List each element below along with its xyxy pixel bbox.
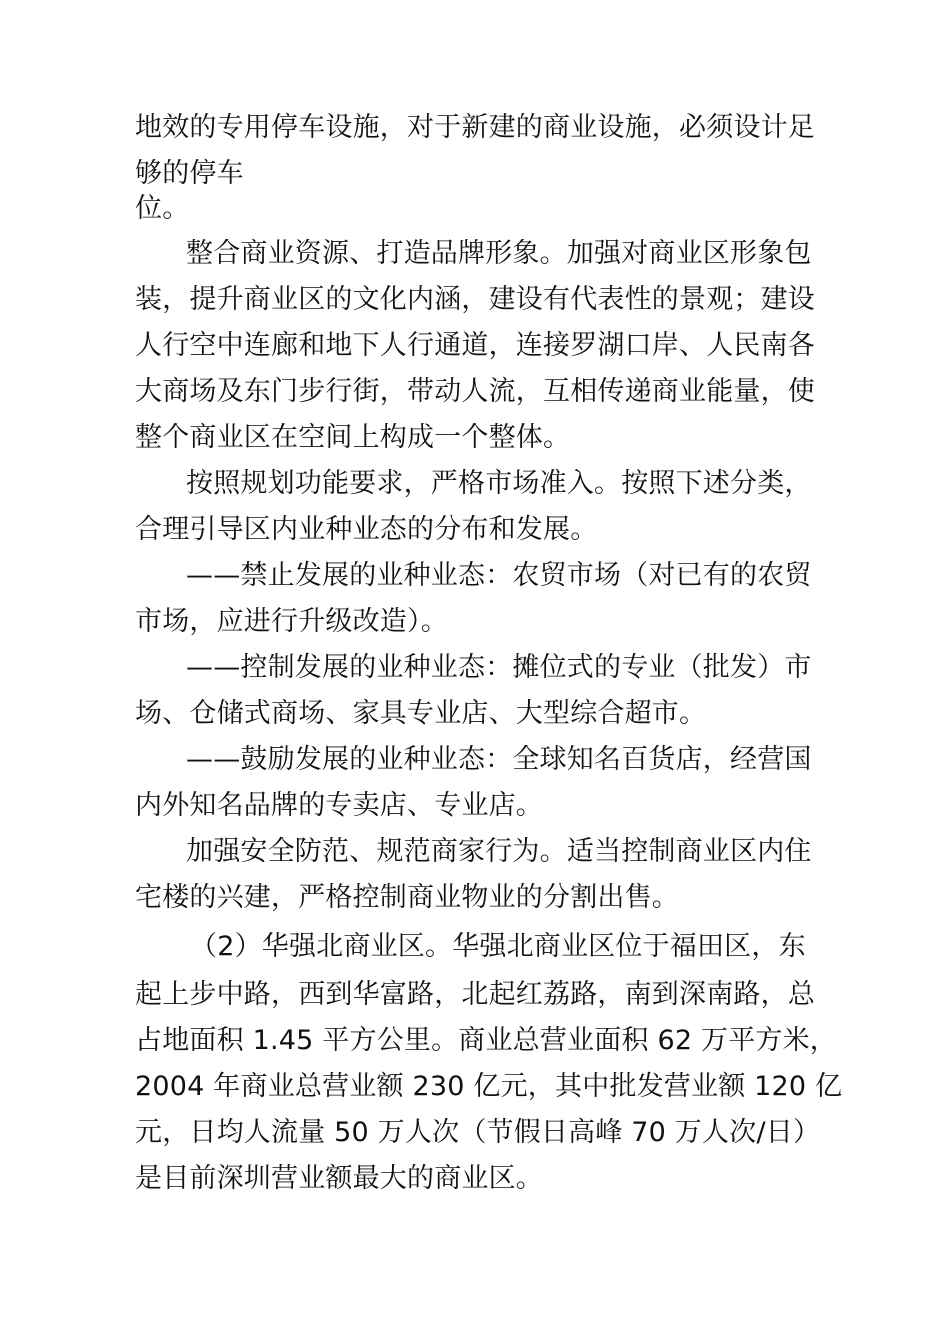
text-line: 按照规划功能要求，严格市场准入。按照下述分类， <box>186 468 812 499</box>
text-line: 内外知名品牌的专卖店、专业店。 <box>135 790 543 821</box>
text-line: 起上步中路，西到华富路，北起红荔路，南到深南路，总 <box>135 979 815 1010</box>
text-line: 位。 <box>135 193 190 224</box>
text-line: （2）华强北商业区。华强北商业区位于福田区，东 <box>190 931 806 962</box>
text-line: 够的停车 <box>135 158 244 189</box>
text-line: 是目前深圳营业额最大的商业区。 <box>135 1163 543 1194</box>
text-line: 2004 年商业总营业额 230 亿元，其中批发营业额 120 亿 <box>135 1071 843 1102</box>
text-line: 整个商业区在空间上构成一个整体。 <box>135 422 571 453</box>
text-line: 大商场及东门步行街，带动人流，互相传递商业能量，使 <box>135 376 815 407</box>
text-line: 人行空中连廊和地下人行通道，连接罗湖口岸、人民南各 <box>135 330 815 361</box>
text-line: 占地面积 1.45 平方公里。商业总营业面积 62 万平方米， <box>135 1025 838 1056</box>
text-line: 市场，应进行升级改造）。 <box>135 606 448 637</box>
text-line: 加强安全防范、规范商家行为。适当控制商业区内住 <box>186 836 812 867</box>
text-line: 装，提升商业区的文化内涵，建设有代表性的景观；建设 <box>135 284 815 315</box>
text-line: ——控制发展的业种业态：摊位式的专业（批发）市 <box>186 652 812 683</box>
text-line: ——鼓励发展的业种业态：全球知名百货店，经营国 <box>186 744 812 775</box>
text-line: 地效的专用停车设施，对于新建的商业设施，必须设计足 <box>135 112 815 143</box>
text-line: 元，日均人流量 50 万人次（节假日高峰 70 万人次/日） <box>135 1117 821 1148</box>
text-line: 宅楼的兴建，严格控制商业物业的分割出售。 <box>135 882 679 913</box>
text-line: 场、仓储式商场、家具专业店、大型综合超市。 <box>135 698 707 729</box>
text-line: 整合商业资源、打造品牌形象。加强对商业区形象包 <box>186 238 812 269</box>
text-line: 合理引导区内业种业态的分布和发展。 <box>135 514 598 545</box>
text-line: ——禁止发展的业种业态：农贸市场（对已有的农贸 <box>186 560 812 591</box>
